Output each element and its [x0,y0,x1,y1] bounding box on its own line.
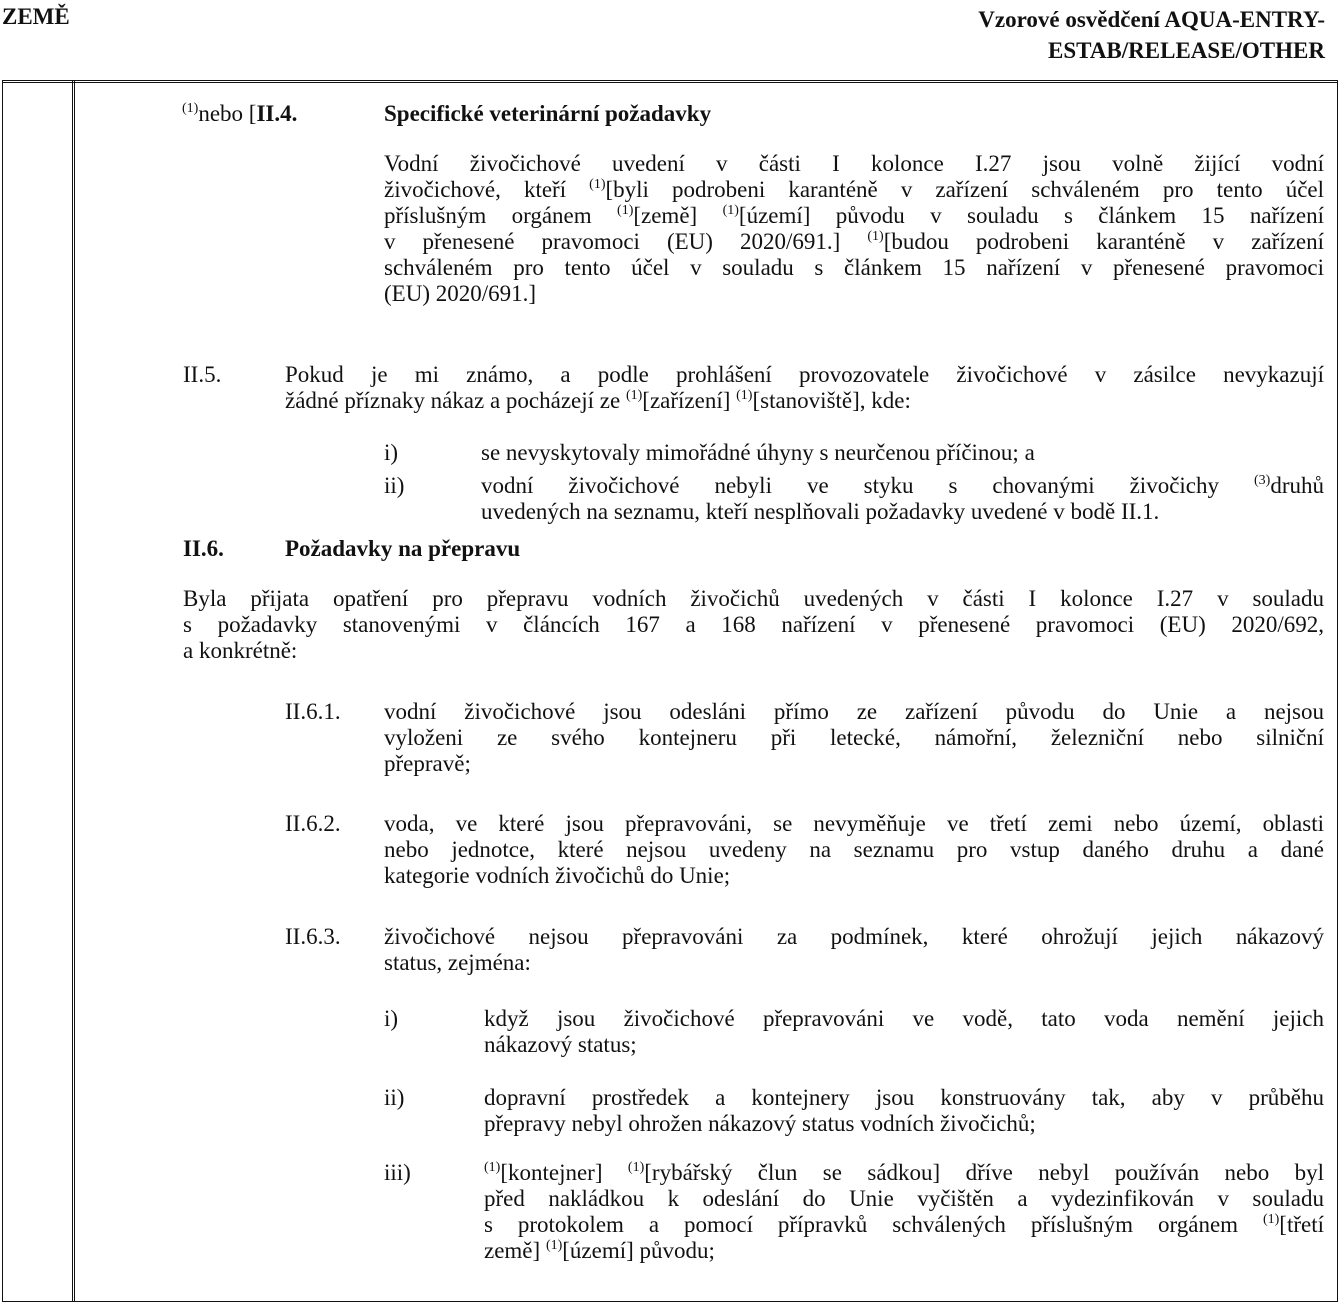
text-line: přepravy nebyl ohrožen nákazový status vodních živočichů; [484,1111,1036,1136]
text-line: Byla přijata opatření pro přepravu vodních živočichů uvedených v části I kolonce I.27 v souladu [183,586,1324,611]
section-ii4-number: II.4. [256,101,298,126]
text-line: $^{(1)}$[kontejner] $^{(1)}$[rybářský člun se sádkou] dříve nebyl používán nebo byl [484,1160,1324,1185]
left-margin-rule-inner [74,81,75,1301]
footnote-marker: (3) [1254,473,1271,488]
text-line: (EU) 2020/691.] [384,281,537,306]
ii61-text [384,699,1324,777]
certificate-title-line-1: Vzorové osvědčení AQUA-ENTRY- [978,7,1325,32]
text-line: se nevyskytovaly mimořádné úhyny s neurčenou příčinou; a [481,440,1035,465]
text-line: živočichové, kteří $^{(1)}$[byli podrobeni karanténě v zařízení schváleném pro tento účel [384,177,1324,202]
text-line: dopravní prostředek a kontejnery jsou konstruovány tak, aby v průběhu [484,1085,1324,1110]
text-line: kategorie vodních živočichů do Unie; [384,863,731,888]
text-line: voda, ve které jsou přepravováni, se nevyměňuje ve třetí zemi nebo území, oblasti [384,811,1324,836]
section-ii6-body [183,586,1324,664]
footnote-marker: (1) [1262,1212,1280,1227]
footnote-marker: (1) [589,177,606,192]
text-line: před nakládkou k odeslání do Unie vyčištěn a vydezinfikován v souladu [484,1186,1324,1211]
footnote-marker: (1) [182,101,199,116]
text-line: země] $^{(1)}$[území] původu; [484,1238,715,1263]
footnote-marker: (1) [545,1238,563,1253]
text-line: nebo jednotce, které nejsou uvedeny na seznamu pro vstup daného druhu a dané [384,837,1324,862]
ii63-label: II.6.3. [285,924,341,949]
text-line: s protokolem a pomocí přípravků schválených příslušným orgánem $^{(1)}$[třetí [484,1212,1324,1237]
footnote-marker: (1) [736,388,753,403]
ii63-item-iii-text [484,1160,1324,1264]
section-ii5-number: II.5. [183,362,222,387]
ii5-item-ii-text [481,473,1324,525]
footnote-marker: (1) [867,229,884,244]
ii5-item-ii-label: ii) [384,473,405,498]
text-line: příslušným orgánem $^{(1)}$[země] $^{(1)}$[území] původu v souladu s článkem 15 nařízení [384,203,1324,228]
section-ii4-title: Specifické veterinární požadavky [384,101,712,126]
certificate-title [978,4,1325,66]
text-line: když jsou živočichové přepravováni ve vodě, tato voda nemění jejich [484,1006,1324,1031]
ii63-item-ii-text [484,1085,1324,1137]
text-line: v přenesené pravomoci (EU) 2020/691.] $^{(1)}$[budou podrobeni karanténě v zařízení [384,229,1325,254]
ii61-label: II.6.1. [285,699,341,724]
text-line: Pokud je mi známo, a podle prohlášení provozovatele živočichové v zásilce nevykazují [285,362,1324,387]
footnote-marker: (1) [722,203,739,218]
ii63-text [384,924,1324,976]
text-line: vyloženi ze svého kontejneru při letecké, námořní, železniční nebo silniční [384,725,1324,750]
section-ii6-number: II.6. [183,536,224,561]
text-line: nákazový status; [484,1032,637,1057]
section-ii5-body [285,362,1324,414]
ii5-item-i-text [481,440,1324,466]
section-ii4-heading-prefix [182,101,297,127]
section-ii4-body [384,151,1324,307]
footnote-marker: (1) [484,1160,501,1175]
text-line: vodní živočichové jsou odesláni přímo ze zařízení původu do Unie a nejsou [384,699,1324,724]
text-line: a konkrétně: [183,638,298,663]
text-line: Vodní živočichové uvedení v části I kolonce I.27 jsou volně žijící vodní [384,151,1324,176]
footnote-marker: (1) [625,388,643,403]
text-line: přepravě; [384,751,471,776]
ii63-item-i-label: i) [384,1006,399,1031]
section-ii4-prefix: nebo [ [198,101,257,126]
text-line: žádné příznaky nákaz a pocházejí ze $^{(1)}$[zařízení] $^{(1)}$[stanoviště], kde: [285,388,911,413]
certificate-title-line-2: ESTAB/RELEASE/OTHER [1048,38,1325,63]
text-line: schváleném pro tento účel v souladu s článkem 15 nařízení v přenesené pravomoci [384,255,1324,280]
ii5-item-i-label: i) [384,440,399,465]
text-line: s požadavky stanovenými v článcích 167 a 168 nařízení v přenesené pravomoci (EU) 2020/692, [183,612,1324,637]
left-margin-rule [72,81,73,1301]
footnote-marker: (1) [627,1160,645,1175]
footnote-marker: (1) [617,203,634,218]
section-ii6-title: Požadavky na přepravu [285,536,521,561]
text-line: živočichové nejsou přepravováni za podmínek, které ohrožují jejich nákazový [384,924,1324,949]
text-line: vodní živočichové nebyli ve styku s chovanými živočichy $^{(3)}$druhů [481,473,1324,498]
country-label: ZEMĚ [2,4,70,29]
ii62-text [384,811,1324,889]
ii63-item-i-text [484,1006,1324,1058]
ii63-item-ii-label: ii) [384,1085,405,1110]
ii63-item-iii-label: iii) [384,1160,411,1185]
ii62-label: II.6.2. [285,811,341,836]
text-line: uvedených na seznamu, kteří nesplňovali požadavky uvedené v bodě II.1. [481,499,1160,524]
text-line: status, zejména: [384,950,531,975]
